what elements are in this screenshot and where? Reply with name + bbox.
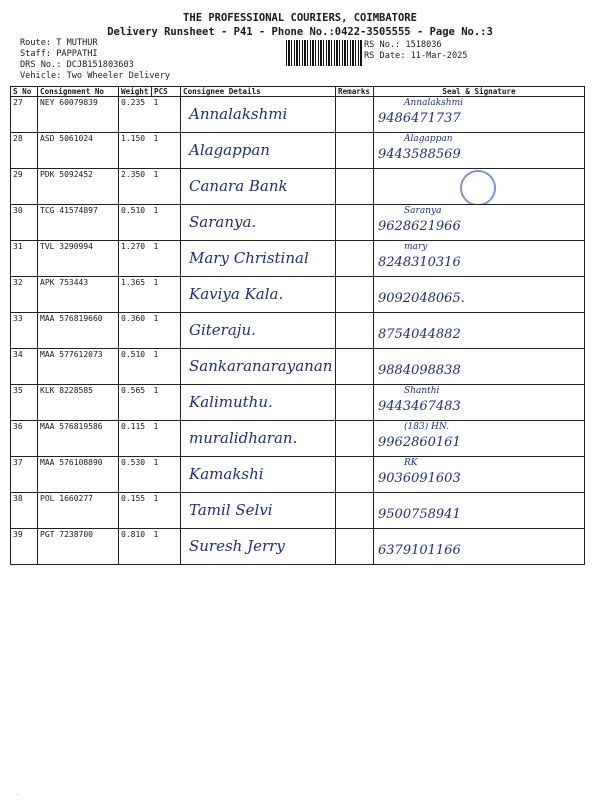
consignee-handwritten-name: Mary Christinal (189, 249, 309, 267)
cell-weight: 0.510 (119, 205, 152, 241)
rs-date: RS Date: 11-Mar-2025 (364, 51, 468, 61)
cell-consignment: NEY 60079839 (38, 97, 119, 133)
cell-seal-signature (374, 277, 585, 313)
cell-weight: 0.510 (119, 349, 152, 385)
signature: mary (404, 242, 428, 252)
cell-remarks (336, 169, 374, 205)
cell-seal-signature (374, 241, 585, 277)
cell-consignment: TCG 41574897 (38, 205, 119, 241)
cell-sno: 36 (11, 421, 38, 457)
consignee-handwritten-name: Kalimuthu. (189, 393, 273, 411)
cell-consignment: POL 1660277 (38, 493, 119, 529)
consignee-handwritten-name: Sankaranarayanan (189, 357, 333, 375)
header-seal: Seal & Signature (374, 87, 585, 97)
cell-consignee (181, 457, 336, 493)
cell-sno: 32 (11, 277, 38, 313)
signature: Alagappan (404, 134, 453, 144)
cell-consignment: MAA 576819586 (38, 421, 119, 457)
cell-pcs: 1 (152, 349, 181, 385)
cell-weight: 2.350 (119, 169, 152, 205)
table-row (11, 133, 585, 169)
cell-sno: 33 (11, 313, 38, 349)
phone-number: 9486471737 (378, 111, 461, 126)
page-mark: . (16, 790, 20, 797)
cell-remarks (336, 421, 374, 457)
consignee-handwritten-name: Canara Bank (189, 177, 288, 195)
cell-consignee (181, 421, 336, 457)
cell-remarks (336, 97, 374, 133)
cell-weight: 1.365 (119, 277, 152, 313)
cell-consignment: KLK 8228585 (38, 385, 119, 421)
cell-pcs: 1 (152, 241, 181, 277)
cell-sno: 30 (11, 205, 38, 241)
cell-sno: 27 (11, 97, 38, 133)
signature: Shanthi (404, 386, 440, 396)
cell-consignee (181, 241, 336, 277)
cell-sno: 34 (11, 349, 38, 385)
consignee-handwritten-name: Kamakshi (189, 465, 264, 483)
table-row (11, 421, 585, 457)
route-label: Route: T MUTHUR (20, 38, 98, 48)
cell-consignee (181, 313, 336, 349)
cell-remarks (336, 277, 374, 313)
cell-weight: 0.115 (119, 421, 152, 457)
cell-weight: 0.810 (119, 529, 152, 565)
table-row (11, 529, 585, 565)
phone-number: 9500758941 (378, 507, 461, 522)
cell-pcs: 1 (152, 457, 181, 493)
cell-remarks (336, 349, 374, 385)
consignee-handwritten-name: muralidharan. (189, 429, 298, 447)
cell-seal-signature (374, 529, 585, 565)
cell-consignment: ASD 5061024 (38, 133, 119, 169)
vehicle-label: Vehicle: Two Wheeler Delivery (20, 71, 171, 81)
cell-sno: 38 (11, 493, 38, 529)
header-consignee: Consignee Details (181, 87, 336, 97)
signature: Annalakshmi (404, 98, 463, 108)
phone-number: 9628621966 (378, 219, 461, 234)
cell-consignment: PDK 5092452 (38, 169, 119, 205)
consignee-handwritten-name: Annalakshmi (189, 105, 288, 123)
phone-number: 8248310316 (378, 255, 461, 270)
cell-remarks (336, 241, 374, 277)
cell-remarks (336, 457, 374, 493)
rs-number: RS No.: 1518036 (364, 40, 442, 50)
phone-number: 9962860161 (378, 435, 461, 450)
consignee-handwritten-name: Saranya. (189, 213, 257, 231)
phone-number: 9443467483 (378, 399, 461, 414)
runsheet-title: Delivery Runsheet - P41 - Phone No.:0422-3505555 - Page No.:3 (107, 26, 493, 38)
cell-weight: 1.270 (119, 241, 152, 277)
barcode (286, 40, 362, 66)
cell-remarks (336, 529, 374, 565)
cell-pcs: 1 (152, 133, 181, 169)
cell-pcs: 1 (152, 313, 181, 349)
table-row (11, 205, 585, 241)
cell-consignee (181, 205, 336, 241)
cell-remarks (336, 493, 374, 529)
cell-weight: 1.150 (119, 133, 152, 169)
cell-sno: 35 (11, 385, 38, 421)
table-row (11, 349, 585, 385)
cell-consignment: MAA 577612073 (38, 349, 119, 385)
cell-sno: 31 (11, 241, 38, 277)
cell-pcs: 1 (152, 205, 181, 241)
header-consignment: Consignment No (38, 87, 119, 97)
cell-consignee (181, 133, 336, 169)
cell-consignment: TVL 3290994 (38, 241, 119, 277)
cell-seal-signature (374, 133, 585, 169)
cell-pcs: 1 (152, 97, 181, 133)
cell-sno: 28 (11, 133, 38, 169)
cell-seal-signature (374, 385, 585, 421)
table-header-row (11, 87, 585, 97)
cell-pcs: 1 (152, 493, 181, 529)
table-row (11, 277, 585, 313)
cell-seal-signature (374, 97, 585, 133)
cell-weight: 0.235 (119, 97, 152, 133)
consignee-handwritten-name: Suresh Jerry (189, 537, 285, 555)
cell-pcs: 1 (152, 421, 181, 457)
cell-consignment: APK 753443 (38, 277, 119, 313)
consignee-handwritten-name: Giteraju. (189, 321, 256, 339)
cell-pcs: 1 (152, 169, 181, 205)
table-row (11, 493, 585, 529)
drs-label: DRS No.: DCJB151803603 (20, 60, 134, 70)
cell-seal-signature (374, 493, 585, 529)
consignee-handwritten-name: Kaviya Kala. (189, 285, 284, 303)
seal-stamp (460, 170, 496, 205)
cell-remarks (336, 313, 374, 349)
cell-weight: 0.530 (119, 457, 152, 493)
consignee-handwritten-name: Alagappan (189, 141, 270, 159)
cell-seal-signature (374, 169, 585, 205)
cell-weight: 0.565 (119, 385, 152, 421)
cell-pcs: 1 (152, 385, 181, 421)
company-title: THE PROFESSIONAL COURIERS, COIMBATORE (183, 12, 417, 24)
table-row (11, 313, 585, 349)
cell-consignment: MAA 576108890 (38, 457, 119, 493)
table-row (11, 97, 585, 133)
cell-seal-signature (374, 421, 585, 457)
staff-label: Staff: PAPPATHI (20, 49, 98, 59)
consignee-handwritten-name: Tamil Selvi (189, 501, 273, 519)
cell-remarks (336, 385, 374, 421)
cell-sno: 39 (11, 529, 38, 565)
cell-remarks (336, 205, 374, 241)
cell-pcs: 1 (152, 529, 181, 565)
cell-sno: 29 (11, 169, 38, 205)
cell-seal-signature (374, 313, 585, 349)
table-row (11, 385, 585, 421)
cell-seal-signature (374, 349, 585, 385)
phone-number: 9884098838 (378, 363, 461, 378)
cell-consignment: PGT 7238700 (38, 529, 119, 565)
table-row (11, 241, 585, 277)
phone-number: 9036091603 (378, 471, 461, 486)
header-sno: S No (11, 87, 38, 97)
cell-remarks (336, 133, 374, 169)
cell-consignee (181, 169, 336, 205)
signature: Saranya (404, 206, 442, 216)
runsheet-table (10, 86, 585, 565)
cell-consignee (181, 97, 336, 133)
signature: RK (404, 458, 418, 468)
cell-consignment: MAA 576819660 (38, 313, 119, 349)
signature: (183) HN. (404, 422, 450, 432)
cell-weight: 0.360 (119, 313, 152, 349)
cell-consignee (181, 493, 336, 529)
table-row (11, 457, 585, 493)
phone-number: 9443588569 (378, 147, 461, 162)
phone-number: 6379101166 (378, 543, 461, 558)
table-row (11, 169, 585, 205)
header-pcs: PCS (152, 87, 181, 97)
phone-number: 9092048065. (378, 291, 465, 306)
phone-number: 8754044882 (378, 327, 461, 342)
cell-sno: 37 (11, 457, 38, 493)
header-weight: Weight (119, 87, 152, 97)
cell-seal-signature (374, 457, 585, 493)
cell-seal-signature (374, 205, 585, 241)
cell-pcs: 1 (152, 277, 181, 313)
cell-consignee (181, 385, 336, 421)
cell-weight: 0.155 (119, 493, 152, 529)
cell-consignee (181, 349, 336, 385)
cell-consignee (181, 529, 336, 565)
header-remarks: Remarks (336, 87, 374, 97)
cell-consignee (181, 277, 336, 313)
